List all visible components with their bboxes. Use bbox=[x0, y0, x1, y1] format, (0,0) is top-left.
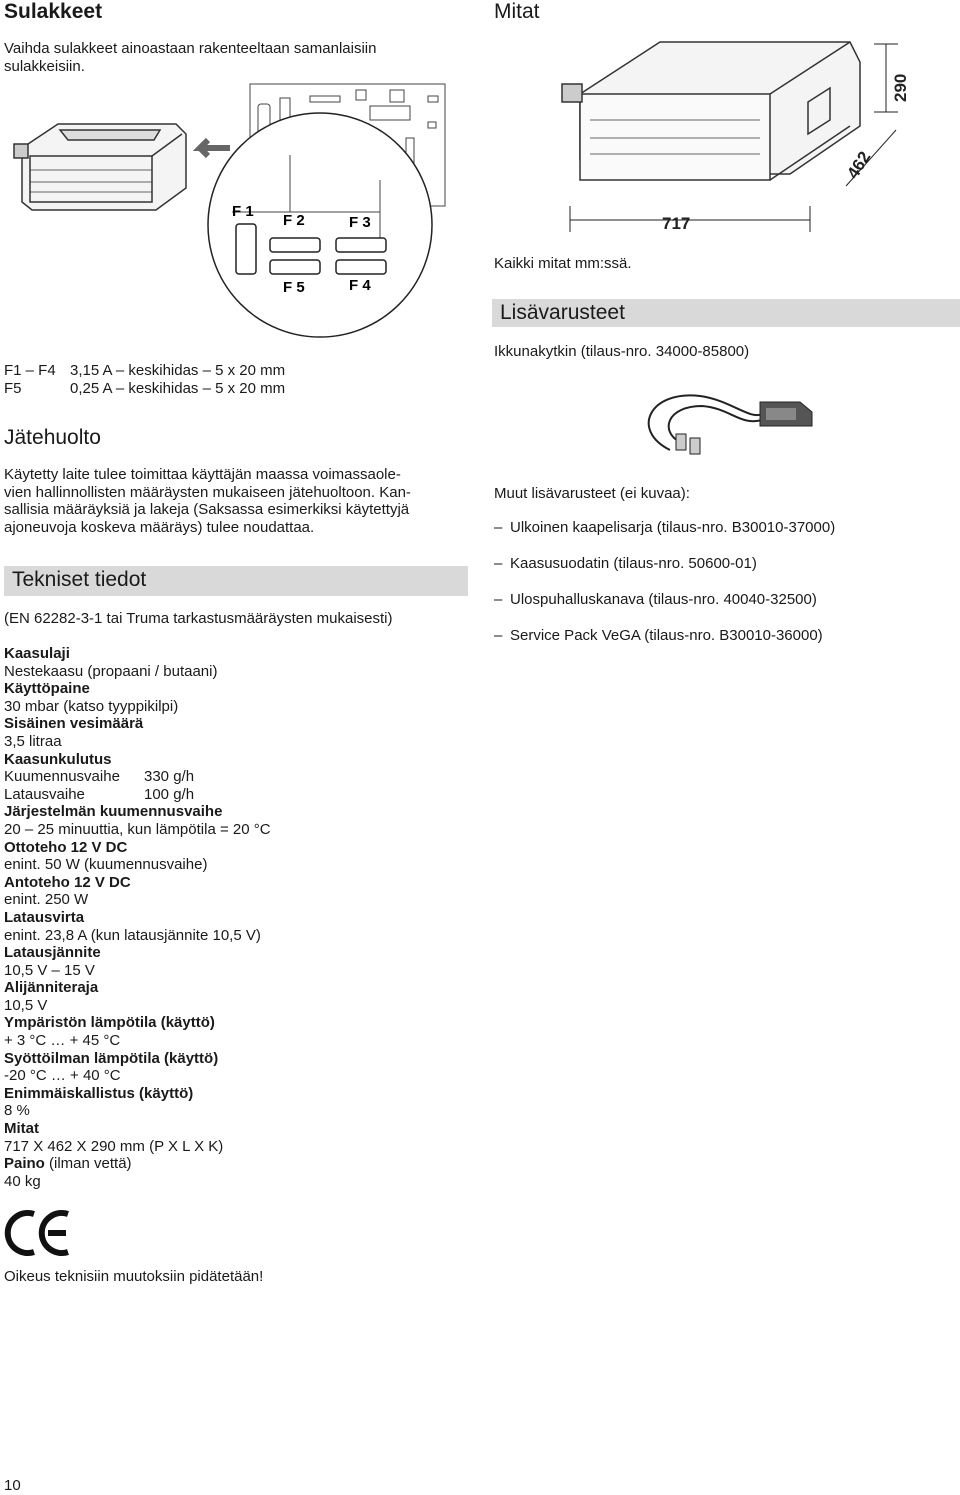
list-item-text: Kaasusuodatin (tilaus-nro. 50600-01) bbox=[510, 555, 757, 572]
fuse-spec-row-1 bbox=[4, 362, 285, 380]
spec-label: Käyttöpaine bbox=[4, 680, 90, 698]
spec-value: 3,5 litraa bbox=[4, 732, 62, 750]
list-item: – Ulkoinen kaapelisarja (tilaus-nro. B30010-37000) bbox=[494, 519, 835, 555]
spec-label: Latausjännite bbox=[4, 944, 101, 962]
fuse-spec-value: 3,15 A – keskihidas – 5 x 20 mm bbox=[70, 362, 286, 379]
fuse-spec-fuse: F5 bbox=[4, 379, 22, 397]
spec-label: Kaasunkulutus bbox=[4, 750, 112, 768]
spec-label: Paino bbox=[4, 1155, 45, 1173]
spec-value: + 3 °C … + 45 °C bbox=[4, 1032, 121, 1050]
ce-mark-icon bbox=[4, 1208, 70, 1256]
accessories-others-label: Muut lisävarusteet (ei kuvaa): bbox=[494, 485, 690, 502]
footer-note: Oikeus teknisiin muutoksiin pidätetään! bbox=[4, 1268, 264, 1285]
dimension-width: 462 bbox=[843, 147, 875, 183]
disposal-line-3: sallisia määräyksiä ja lakeja (Saksassa esimerkiksi käytettyjä bbox=[4, 501, 410, 518]
fuse-label-f1: F 1 bbox=[232, 203, 254, 220]
disposal-text bbox=[4, 466, 464, 536]
disposal-line-1: Käytetty laite tulee toimittaa käyttäjän maassa voimassaole- bbox=[4, 466, 401, 483]
disposal-heading: Jätehuolto bbox=[4, 426, 101, 449]
dimension-height: 290 bbox=[891, 73, 910, 102]
spec-label: Mitat bbox=[4, 1120, 39, 1138]
spec-label: Kaasulaji bbox=[4, 645, 70, 662]
list-item-text: Ulkoinen kaapelisarja (tilaus-nro. B30010-37000) bbox=[510, 519, 836, 536]
fuses-intro-line-1: Vaihda sulakkeet ainoastaan rakenteeltaan samanlaisiin bbox=[4, 40, 377, 57]
spec-value: enint. 23,8 A (kun latausjännite 10,5 V) bbox=[4, 926, 261, 944]
dimensions-heading: Mitat bbox=[494, 0, 540, 23]
accessories-list bbox=[494, 519, 835, 663]
disposal-line-4: ajoneuvoja koskeva määräys) tulee noudattaa. bbox=[4, 518, 315, 536]
heater-unit-large bbox=[562, 42, 860, 180]
fuses-intro-line-2: sulakkeisiin. bbox=[4, 57, 85, 75]
fuse-spec-fuse: F1 – F4 bbox=[4, 362, 56, 379]
spec-label: Alijänniteraja bbox=[4, 979, 99, 997]
spec-label: Järjestelmän kuumennusvaihe bbox=[4, 803, 223, 821]
spec-value: Nestekaasu (propaani / butaani) bbox=[4, 662, 218, 680]
window-switch-illustration bbox=[640, 380, 820, 466]
spec-value: 717 X 462 X 290 mm (P X L X K) bbox=[4, 1137, 224, 1155]
spec-value: 330 g/h bbox=[144, 768, 195, 786]
spec-value: enint. 250 W bbox=[4, 891, 89, 909]
spec-value: 20 – 25 minuuttia, kun lämpötila = 20 °C bbox=[4, 820, 271, 838]
list-item-text: Service Pack VeGA (tilaus-nro. B30010-36000) bbox=[510, 627, 823, 644]
spec-label: Ympäristön lämpötila (käyttö) bbox=[4, 1014, 215, 1032]
dimension-length: 717 bbox=[662, 214, 691, 233]
fuse-illustration bbox=[0, 57, 490, 340]
technical-heading: Tekniset tiedot bbox=[4, 566, 468, 596]
dimensions-unit-note: Kaikki mitat mm:ssä. bbox=[494, 255, 632, 272]
fuse-spec-row-2 bbox=[4, 380, 285, 398]
list-item: – Service Pack VeGA (tilaus-nro. B30010-36000) bbox=[494, 627, 835, 663]
spec-value: 100 g/h bbox=[144, 785, 195, 803]
heater-unit-small bbox=[14, 124, 186, 210]
spec-label: Sisäinen vesimäärä bbox=[4, 715, 144, 733]
spec-label: Latausvirta bbox=[4, 908, 85, 926]
spec-value: -20 °C … + 40 °C bbox=[4, 1067, 121, 1085]
fuse-spec-value: 0,25 A – keskihidas – 5 x 20 mm bbox=[70, 379, 286, 397]
spec-value: 8 % bbox=[4, 1102, 30, 1120]
spec-sublabel: Latausvaihe bbox=[4, 785, 85, 803]
spec-row-charging bbox=[4, 786, 271, 804]
dimension-drawing bbox=[540, 30, 960, 245]
spec-row-weight bbox=[4, 1155, 271, 1173]
list-item: – Ulospuhalluskanava (tilaus-nro. 40040-32500) bbox=[494, 591, 835, 627]
fuse-label-f2: F 2 bbox=[283, 212, 305, 229]
spec-sublabel: (ilman vettä) bbox=[49, 1155, 132, 1173]
arrow-icon bbox=[200, 140, 230, 156]
fuse-spec-table bbox=[4, 362, 285, 397]
accessories-heading: Lisävarusteet bbox=[492, 299, 960, 327]
spec-value: 10,5 V – 15 V bbox=[4, 961, 95, 979]
technical-specs bbox=[4, 645, 271, 1190]
fuse-label-f3: F 3 bbox=[349, 214, 371, 231]
spec-label: Syöttöilman lämpötila (käyttö) bbox=[4, 1049, 219, 1067]
spec-value: 40 kg bbox=[4, 1172, 41, 1190]
spec-label: Enimmäiskallistus (käyttö) bbox=[4, 1084, 194, 1102]
fuse-label-f5: F 5 bbox=[283, 279, 305, 296]
page-number: 10 bbox=[4, 1477, 21, 1494]
list-item: – Kaasusuodatin (tilaus-nro. 50600-01) bbox=[494, 555, 835, 591]
spec-row-heating bbox=[4, 768, 271, 786]
fuse-label-f4: F 4 bbox=[349, 277, 371, 294]
spec-label: Antoteho 12 V DC bbox=[4, 873, 131, 891]
technical-note: (EN 62282-3-1 tai Truma tarkastusmääräysten mukaisesti) bbox=[4, 610, 393, 627]
spec-value: 30 mbar (katso tyyppikilpi) bbox=[4, 697, 179, 715]
spec-value: 10,5 V bbox=[4, 996, 48, 1014]
accessory-window-switch: Ikkunakytkin (tilaus-nro. 34000-85800) bbox=[494, 343, 750, 360]
spec-value: enint. 50 W (kuumennusvaihe) bbox=[4, 856, 208, 874]
spec-sublabel: Kuumennusvaihe bbox=[4, 768, 120, 786]
fuses-heading: Sulakkeet bbox=[4, 0, 103, 23]
spec-label: Ottoteho 12 V DC bbox=[4, 838, 128, 856]
list-item-text: Ulospuhalluskanava (tilaus-nro. 40040-32500) bbox=[510, 591, 817, 608]
disposal-line-2: vien hallinnollisten määräysten mukaiseen jätehuoltoon. Kan- bbox=[4, 483, 411, 501]
